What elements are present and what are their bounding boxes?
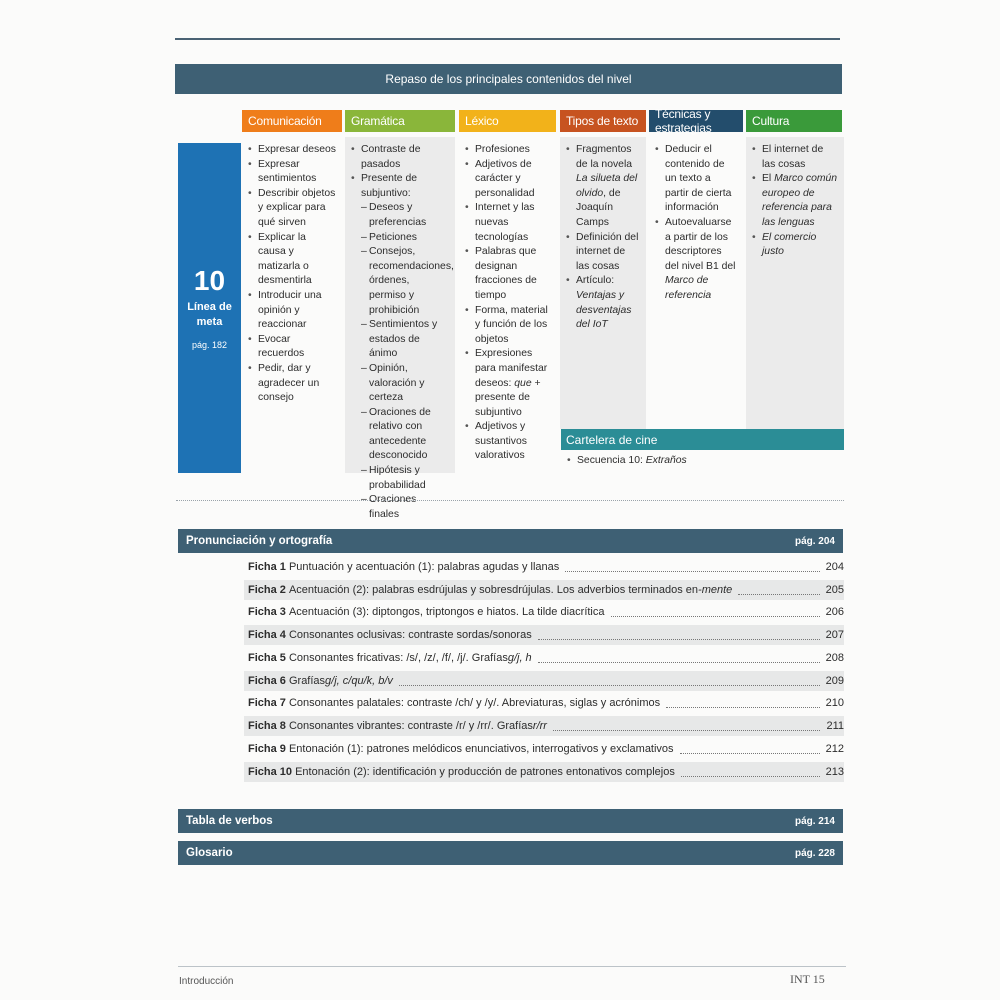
ficha-row: Ficha 10 Entonación (2): identificación y producción de patrones entonativos complejos 213 xyxy=(244,762,844,782)
tecnicas-list xyxy=(655,143,737,304)
ficha-row: Ficha 3 Acentuación (3): diptongos, triptongos e hiatos. La tilde diacrítica 206 xyxy=(248,606,844,618)
ficha-row: Ficha 8 Consonantes vibrantes: contraste /r/ y /rr/. Grafías r/rr 211 xyxy=(244,716,844,736)
unit-page: pág. 182 xyxy=(191,340,228,350)
ficha-row: Ficha 9 Entonación (1): patrones melódicos enunciativos, interrogativos y exclamativos 212 xyxy=(248,743,844,755)
header-cultura: Cultura xyxy=(746,110,842,132)
pronunciacion-page: pág. 204 xyxy=(794,535,835,547)
list-item: • Contraste de pasados xyxy=(351,143,449,172)
pronunciacion-bar xyxy=(178,529,843,553)
section-banner: Repaso de los principales contenidos del nivel xyxy=(175,64,842,94)
list-item: • Introducir una opinión y reaccionar xyxy=(248,289,336,333)
sub-item: – Opinión, valoración y certeza xyxy=(361,362,425,404)
pronunciacion-title: Pronunciación y ortografía xyxy=(186,535,333,547)
list-item: • Secuencia 10: Extraños xyxy=(567,455,844,466)
tipos-list xyxy=(566,143,640,333)
header-tecnicas: Técnicas y estrategias xyxy=(649,110,743,132)
list-item: • Autoevaluarse a partir de los descriptores del nivel B1 del Marco de referencia xyxy=(655,216,737,304)
ficha-row: Ficha 7 Consonantes palatales: contraste /ch/ y /y/. Abreviaturas, siglas y acrónimos 210 xyxy=(248,697,844,709)
sub-item: – Peticiones xyxy=(361,231,417,243)
cine-header: Cartelera de cine xyxy=(561,429,844,450)
header-lexico: Léxico xyxy=(459,110,556,132)
list-item: • Describir objetos y explicar para qué sirven xyxy=(248,187,336,231)
cultura-list xyxy=(752,143,838,260)
comunicacion-list xyxy=(248,143,336,406)
cine-body xyxy=(561,455,844,466)
lexico-list xyxy=(465,143,550,464)
ficha-row: Ficha 4 Consonantes oclusivas: contraste sordas/sonoras 207 xyxy=(244,625,844,645)
list-item: • Expresar deseos xyxy=(248,143,336,158)
dotted-separator xyxy=(176,500,844,501)
unit-number: 10 xyxy=(193,265,226,296)
gramatica-list xyxy=(351,143,454,522)
list-item: • Adjetivos de carácter y personalidad xyxy=(465,158,550,202)
list-item: • Forma, material y función de los objetos xyxy=(465,304,550,348)
sub-item: – Sentimientos y estados de ánimo xyxy=(361,319,438,360)
sub-item: – Hipótesis y probabilidad xyxy=(361,465,426,491)
sub-item: – Oraciones de relativo con antecedente desconocido xyxy=(361,406,431,462)
ficha-row: Ficha 1 Puntuación y acentuación (1): palabras agudas y llanas 204 xyxy=(248,561,844,573)
column-lexico xyxy=(459,137,556,462)
list-item: • Expresiones para manifestar deseos: que + presente de subjuntivo xyxy=(465,347,550,420)
list-item: • Definición del internet de las cosas xyxy=(566,231,640,275)
column-cultura xyxy=(746,137,844,429)
list-item: • Presente de subjuntivo: xyxy=(351,172,449,201)
sub-item: – Oraciones finales xyxy=(361,494,417,520)
glosario-bar xyxy=(178,841,843,865)
page-number: INT 15 xyxy=(790,972,825,986)
column-tecnicas xyxy=(649,137,743,429)
list-item: • Evocar recuerdos xyxy=(248,333,336,362)
list-item: • Deducir el contenido de un texto a partir de cierta información xyxy=(655,143,737,216)
list-item: • Pedir, dar y agradecer un consejo xyxy=(248,362,336,406)
top-rule xyxy=(175,38,840,40)
ficha-row: Ficha 2 Acentuación (2): palabras esdrújulas y sobresdrújulas. Los adverbios terminados en -mente 205 xyxy=(244,580,844,600)
list-item: • El Marco común europeo de referencia para las lenguas xyxy=(752,172,838,230)
column-tipos-texto xyxy=(560,137,646,429)
verbos-title: Tabla de verbos xyxy=(186,815,273,827)
list-item: • Explicar la causa y matizarla o desmentirla xyxy=(248,231,336,289)
glosario-page: pág. 228 xyxy=(794,847,835,859)
glosario-title: Glosario xyxy=(186,847,233,859)
ficha-row: Ficha 6 Grafías g/j, c/qu/k, b/v 209 xyxy=(244,671,844,691)
list-item: • Adjetivos y sustantivos valorativos xyxy=(465,420,550,464)
verbos-page: pág. 214 xyxy=(794,815,835,827)
list-item: • El internet de las cosas xyxy=(752,143,838,172)
header-tipos-texto: Tipos de texto xyxy=(560,110,646,132)
unit-block xyxy=(178,143,241,473)
column-comunicacion xyxy=(242,137,342,429)
verbos-bar xyxy=(178,809,843,833)
list-item: • Artículo: Ventajas y desventajas del IoT xyxy=(566,274,640,332)
list-item: • Expresar sentimientos xyxy=(248,158,336,187)
list-item: • Palabras que designan fracciones de tiempo xyxy=(465,245,550,303)
list-item: • Fragmentos de la novela La silueta del olvido, de Joaquín Camps xyxy=(566,143,640,231)
list-item: • Profesiones xyxy=(465,143,550,158)
list-item: • El comercio justo xyxy=(752,231,838,260)
header-comunicacion: Comunicación xyxy=(242,110,342,132)
sub-item: – Consejos, recomendaciones, órdenes, permiso y prohibición xyxy=(361,246,454,316)
sub-item: – Deseos y preferencias xyxy=(361,202,427,228)
header-gramatica: Gramática xyxy=(345,110,455,132)
footer-rule xyxy=(178,966,846,967)
footer-section: Introducción xyxy=(179,976,234,987)
unit-name: Línea de meta xyxy=(187,301,232,328)
ficha-row: Ficha 5 Consonantes fricativas: /s/, /z/, /f/, /j/. Grafías g/j, h 208 xyxy=(248,652,844,664)
list-item: • Internet y las nuevas tecnologías xyxy=(465,201,550,245)
column-gramatica xyxy=(345,137,455,520)
